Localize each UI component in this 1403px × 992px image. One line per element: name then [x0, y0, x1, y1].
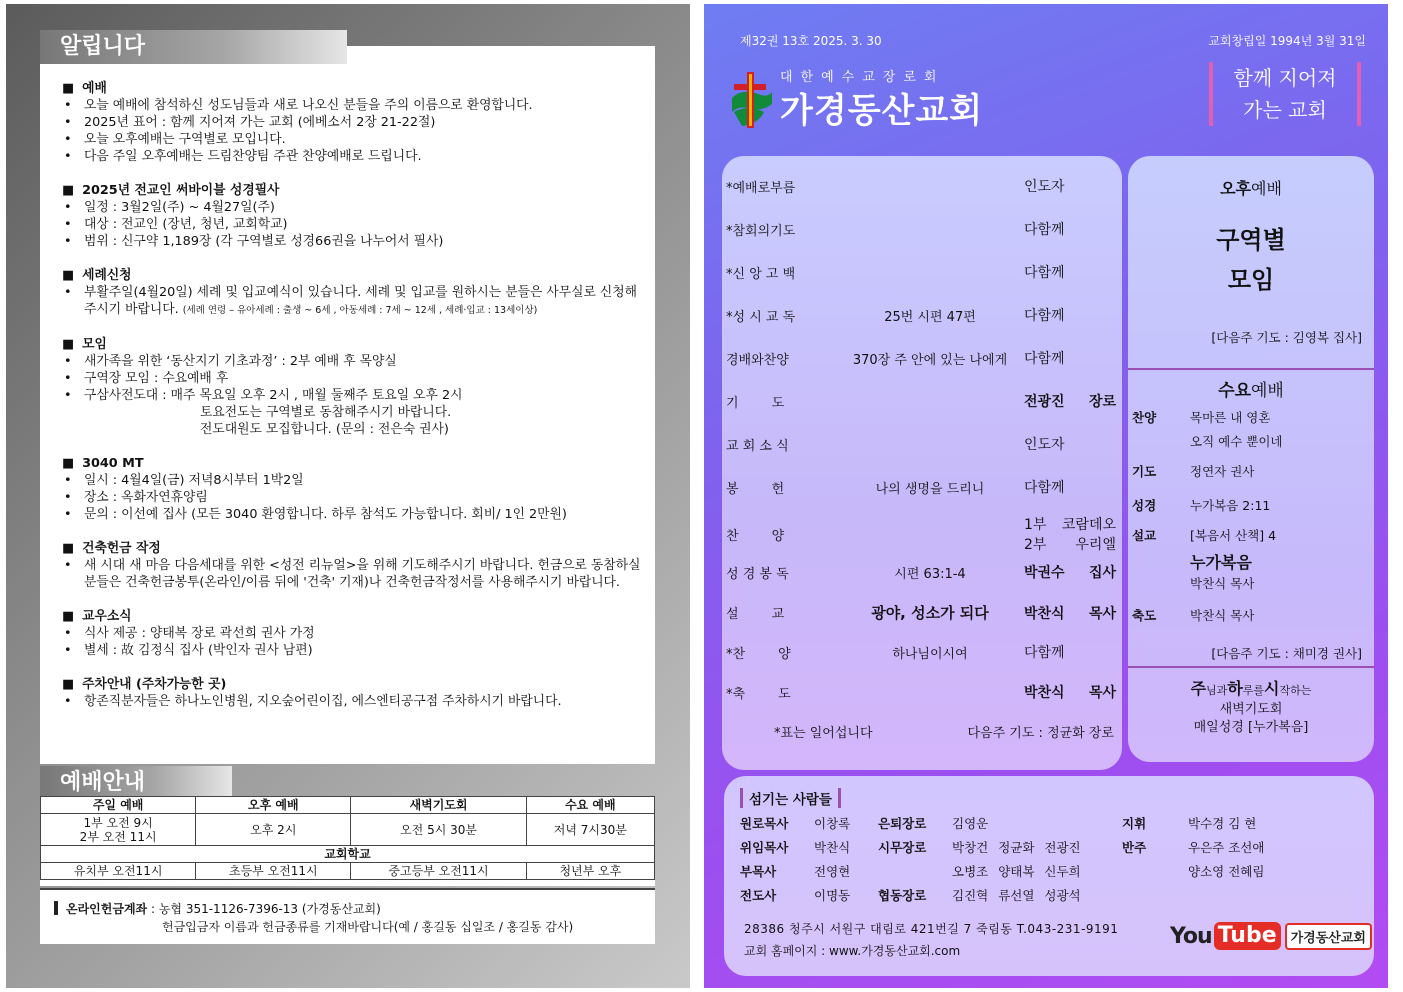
notice-section-title: ■ 3040 MT	[62, 455, 642, 472]
notice-item-continued: 전도대원도 모집합니다. (문의 : 전은숙 권사)	[200, 422, 449, 437]
order-item-leader: 박권수 집사	[1024, 565, 1116, 581]
notice-list	[62, 80, 642, 727]
staff-row: 원로목사 이창록 은퇴장로 김영운 지휘 박수경 김 현	[740, 816, 1257, 831]
order-row	[726, 562, 1116, 582]
notice-item: • 장소 : 옥화자연휴양림	[62, 489, 642, 506]
order-footer	[774, 722, 1114, 741]
worship-schedule-table	[40, 796, 655, 886]
online-offering-note: 헌금입금자 이름과 헌금종류를 기재바랍니다(예 / 홍길동 십일조 / 홍길동 감사)	[162, 920, 574, 934]
wednesday-row: 설교 [복음서 산책] 4	[1132, 528, 1277, 543]
col-header: 수요 예배	[526, 797, 654, 814]
wednesday-row: 오직 예수 뿐이네	[1190, 434, 1283, 449]
school-time: 청년부 오후	[526, 863, 654, 880]
notice-section	[62, 608, 642, 659]
notice-section	[62, 336, 642, 438]
order-row	[726, 262, 1116, 282]
order-row	[726, 391, 1116, 411]
wednesday-row: 축도 박찬식 목사	[1132, 608, 1255, 623]
notice-item: • 일시 : 4월4일(금) 저녁8시부터 1박2일	[62, 472, 642, 489]
order-row	[726, 642, 1116, 662]
afternoon-next-prayer: [다음주 기도 : 김영복 집사]	[1211, 330, 1362, 345]
order-item-name: 봉 헌	[726, 481, 785, 497]
notice-section-title: ■ 모임	[62, 336, 642, 353]
order-row	[726, 176, 1116, 196]
order-item-title: 나의 생명을 드리니	[875, 481, 985, 497]
order-of-worship	[722, 156, 1122, 770]
order-item-name: *찬 양	[726, 646, 791, 662]
daily-bible: 매일성경 [누가복음]	[1193, 720, 1309, 735]
notice-section-title: ■ 건축헌금 작정	[62, 540, 642, 557]
youtube-channel-name: 가경동산교회	[1285, 923, 1372, 950]
dawn-time: 오전 5시 30분	[351, 814, 526, 846]
order-item-name: 경배와찬양	[726, 352, 789, 368]
order-item-title: 370장 주 안에 있는 나에게	[852, 352, 1008, 368]
order-row	[726, 682, 1116, 702]
founded-date: 교회창립일 1994년 3월 31일	[1208, 34, 1366, 48]
order-row	[726, 477, 1116, 497]
online-offering-account: : 농협 351-1126-7396-13 (가경동산교회)	[147, 902, 381, 916]
notice-heading: 알립니다	[40, 30, 347, 64]
order-item-leader: 박찬식 목사	[1024, 605, 1116, 622]
col-header: 주일 예배	[41, 797, 196, 814]
order-item-name: *예배로부름	[726, 180, 796, 196]
notice-item: • 2025년 표어 : 함께 지어져 가는 교회 (에베소서 2장 21-22절)	[62, 114, 642, 131]
order-item-leader: 다함께	[1024, 222, 1065, 238]
wednesday-row: 성경 누가복음 2:11	[1132, 498, 1271, 513]
youtube-channel[interactable]	[1170, 922, 1372, 950]
notice-item: • 식사 제공 : 양태복 장로 곽선희 권사 가정	[62, 625, 642, 642]
homepage-link[interactable]: 교회 홈페이지 : www.가경동산교회.com	[744, 944, 961, 958]
online-offering-title: 온라인헌금계좌	[54, 902, 147, 916]
order-item-name: *신 앙 고 백	[726, 266, 796, 282]
order-row	[726, 514, 1116, 554]
afternoon-line1: 구역별	[1216, 226, 1286, 254]
notice-section-title: ■ 세례신청	[62, 267, 642, 284]
order-row	[726, 348, 1116, 368]
notice-item: • 구삼사전도대 : 매주 목요일 오후 2시 , 매월 둘째주 토요일 오후 2시	[62, 387, 642, 404]
afternoon-line2: 모임	[1227, 266, 1275, 294]
notice-item: • 새가족을 위한 ‘동산지기 기초과정’ : 2부 예배 후 목양실	[62, 353, 642, 370]
notice-section-title: ■ 2025년 전교인 써바이블 성경필사	[62, 182, 642, 199]
order-item-title: 시편 63:1-4	[894, 566, 966, 582]
order-item-title: 25번 시편 47편	[884, 309, 976, 325]
notice-section	[62, 182, 642, 250]
standing-note: *표는 일어섭니다	[774, 726, 873, 741]
notice-item: • 부활주일(4월20일) 세례 및 입교예식이 있습니다. 세례 및 입교를 원하시는 분들은 사무실로 신청해주시기 바랍니다. (세례 연령 – 유아세례 : 출생 ~ 6세 , 아동세례 : 7세 ~ 12세 , 세례·입교 : 13세이상)	[62, 284, 642, 319]
order-row	[726, 305, 1116, 325]
school-time: 유치부 오전11시	[41, 863, 196, 880]
notice-item: • 문의 : 이선예 집사 (모든 3040 환영합니다. 하루 참석도 가능합니다. 회비/ 1인 2만원)	[62, 506, 642, 523]
order-item-leader: 전광진 장로	[1024, 394, 1116, 410]
notice-item: • 일정 : 3월2일(주) ~ 4월27일(주)	[62, 199, 642, 216]
youtube-logo-tube: Tube	[1214, 922, 1281, 950]
order-item-name: 기 도	[726, 395, 785, 411]
order-item-title: 광야, 성소가 되다	[871, 604, 989, 622]
notice-section-title: ■ 예배	[62, 80, 642, 97]
wednesday-row: 기도 정연자 권사	[1132, 464, 1255, 479]
church-logo	[728, 66, 983, 132]
next-week-prayer: 다음주 기도 : 정균화 장로	[967, 726, 1114, 741]
serving-people-heading: 섬기는 사람들	[740, 788, 841, 808]
staff-row: 전도사 이명동 협동장로 김진혁 류선열 성광석	[740, 888, 1081, 903]
wednesday-row: 박찬식 목사	[1190, 576, 1255, 591]
afternoon-heading: 오후예배	[1220, 179, 1282, 198]
order-item-name: *성 시 교 독	[726, 309, 796, 325]
slogan: 함께 지어져 가는 교회	[1209, 62, 1361, 126]
divider	[1128, 666, 1374, 668]
order-item-leader: 다함께	[1024, 645, 1065, 661]
wednesday-row: 누가복음	[1190, 553, 1252, 572]
notice-section	[62, 455, 642, 523]
order-item-leader: 다함께	[1024, 480, 1065, 496]
wednesday-heading: 수요예배	[1218, 381, 1284, 401]
order-row	[726, 219, 1116, 239]
order-item-leader: 다함께	[1024, 351, 1065, 367]
afternoon-time: 오후 2시	[196, 814, 351, 846]
address: 28386 청주시 서원구 대림로 421번길 7 죽림동 T.043-231-9191	[744, 922, 1119, 936]
order-item-leader: 인도자	[1024, 179, 1065, 195]
sunday-times: 1부 오전 9시 2부 오전 11시	[41, 814, 196, 846]
notice-item: • 범위 : 신구약 1,189장 (각 구역별로 성경66권을 나누어서 필사)	[62, 233, 642, 250]
col-header: 오후 예배	[196, 797, 351, 814]
dawn-service: 새벽기도회	[1219, 702, 1283, 717]
order-item-name: 교 회 소 식	[726, 438, 789, 454]
order-item-leader: 1부 코람데오 2부 우리엘	[1024, 517, 1116, 553]
online-offering	[40, 888, 655, 944]
order-item-name: 성 경 봉 독	[726, 566, 789, 582]
notice-item: • 구역장 모임 : 수요예배 후	[62, 370, 642, 387]
order-item-name: *축 도	[726, 686, 791, 702]
notice-item: • 다음 주일 오후예배는 드림찬양팀 주관 찬양예배로 드립니다.	[62, 148, 642, 165]
notice-item: • 별세 : 故 김정식 집사 (박인자 권사 남편)	[62, 642, 642, 659]
serving-people	[724, 776, 1374, 976]
denomination: 대한예수교장로회	[780, 70, 945, 85]
notice-section-title: ■ 교우소식	[62, 608, 642, 625]
notice-item-continued: 토요전도는 구역별로 동참해주시기 바랍니다.	[200, 405, 452, 420]
side-services	[1128, 156, 1374, 762]
notice-item: • 오늘 예배에 참석하신 성도님들과 새로 나오신 분들을 주의 이름으로 환영합니다.	[62, 97, 642, 114]
order-item-leader: 인도자	[1024, 437, 1065, 453]
notice-item: • 오늘 오후예배는 구역별로 모입니다.	[62, 131, 642, 148]
order-item-leader: 다함께	[1024, 308, 1065, 324]
notice-section	[62, 80, 642, 165]
notice-item: • 항존직분자들은 하나노인병원, 지오숲어린이집, 에스엔티공구점 주차하시기 바랍니다.	[62, 693, 642, 710]
staff-row: 위임목사 박찬식 시무장로 박창건 정균화 전광진 반주 우은주 조선애	[740, 840, 1265, 855]
order-item-name: 찬 양	[726, 528, 785, 544]
staff-row: 부목사 전영현 오병조 양태복 신두희 양소영 전혜림	[740, 864, 1265, 879]
issue-info: 제32권 13호 2025. 3. 30	[740, 34, 882, 48]
wednesday-time: 저녁 7시30분	[526, 814, 654, 846]
wednesday-next-prayer: [다음주 기도 : 채미경 권사]	[1211, 646, 1362, 661]
order-item-name: 설 교	[726, 607, 785, 622]
school-time: 중고등부 오전11시	[351, 863, 526, 880]
order-item-leader: 박찬식 목사	[1024, 685, 1116, 701]
notice-small-note: (세례 연령 – 유아세례 : 출생 ~ 6세 , 아동세례 : 7세 ~ 12세 , 세례·입교 : 13세이상)	[182, 305, 538, 316]
col-header: 새벽기도회	[351, 797, 526, 814]
order-row	[726, 602, 1116, 623]
divider	[1128, 368, 1374, 370]
worship-info-heading: 예배안내	[40, 766, 232, 800]
notice-item: • 대상 : 전교인 (장년, 청년, 교회학교)	[62, 216, 642, 233]
school-time: 초등부 오전11시	[196, 863, 351, 880]
youtube-logo-you: You	[1170, 923, 1212, 949]
order-item-leader: 다함께	[1024, 265, 1065, 281]
notice-section	[62, 540, 642, 591]
bulletin-cover	[704, 4, 1388, 988]
notice-section	[62, 267, 642, 319]
church-name: 가경동산교회	[780, 91, 984, 131]
dawn-heading: 주님과하루를시작하는	[1190, 679, 1312, 698]
order-item-name: *참회의기도	[726, 223, 796, 239]
notice-section-title: ■ 주차안내 (주차가능한 곳)	[62, 676, 642, 693]
wednesday-row: 찬양 목마른 내 영혼	[1132, 410, 1271, 425]
church-school-heading: 교회학교	[41, 846, 655, 863]
order-row	[726, 434, 1116, 454]
notice-section	[62, 676, 642, 710]
order-item-title: 하나님이시여	[892, 646, 968, 662]
cross-icon	[728, 68, 774, 130]
notice-item: • 새 시대 새 마음 다음세대를 위한 <성전 리뉴얼>을 위해 기도해주시기 바랍니다. 헌금으로 동참하실 분들은 건축헌금봉투(온라인/이름 뒤에 '건축' 기재)나 건축헌금작정서를 사용해주시기 바랍니다.	[62, 557, 642, 591]
